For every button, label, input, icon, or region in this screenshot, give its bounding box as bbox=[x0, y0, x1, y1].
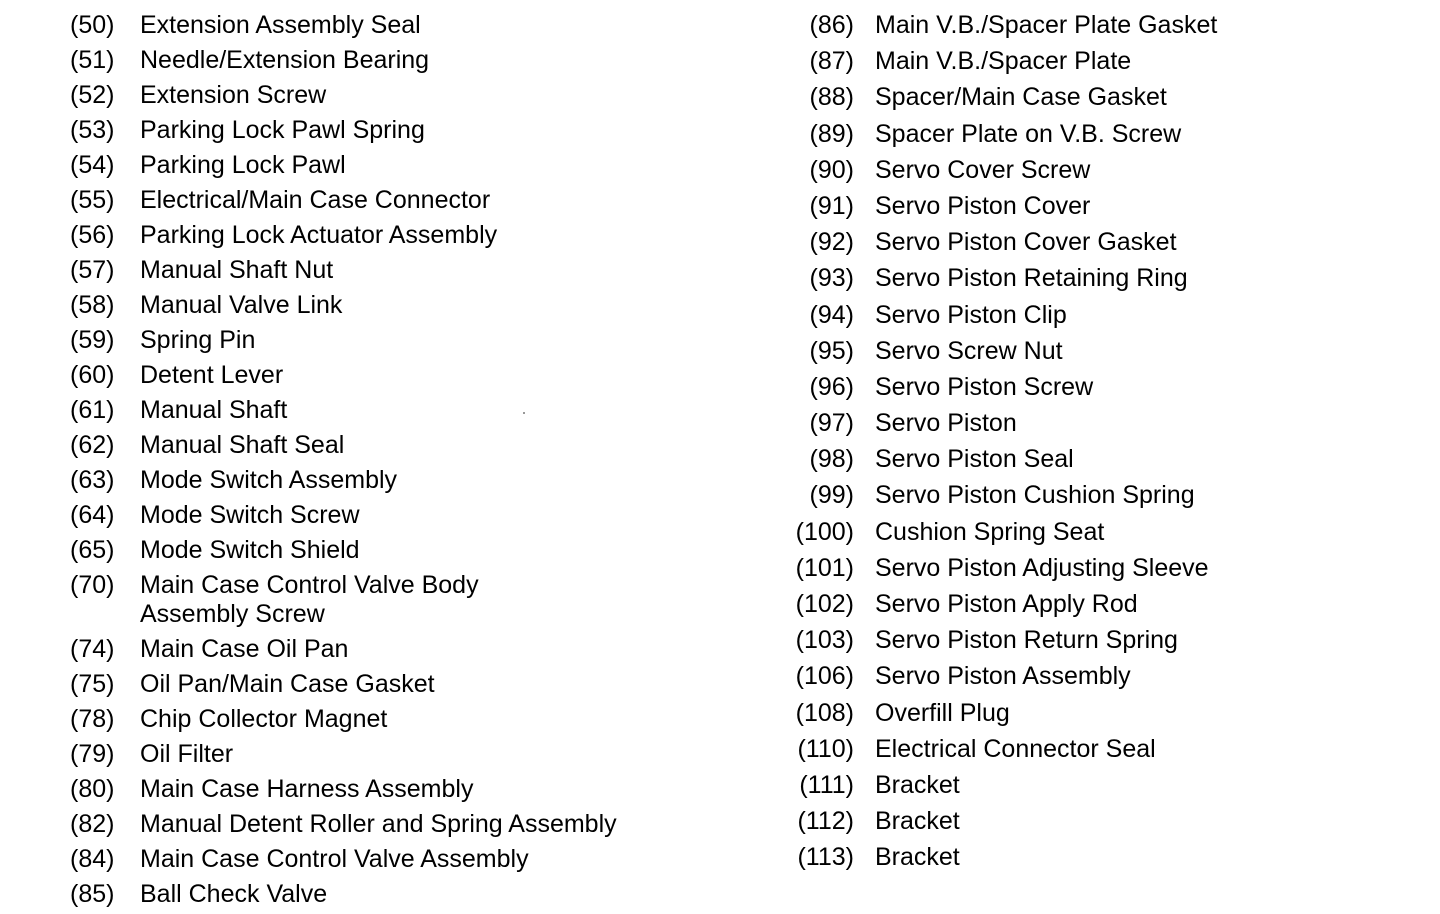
part-list-item bbox=[0, 525, 740, 564]
part-name-line: Extension Screw bbox=[140, 81, 327, 109]
part-number: (92) bbox=[809, 228, 854, 257]
part-list-item bbox=[0, 140, 740, 179]
part-list-item bbox=[0, 35, 740, 74]
part-name-line: Oil Pan/Main Case Gasket bbox=[140, 670, 435, 698]
part-list-item bbox=[740, 326, 1440, 365]
part-number: (52) bbox=[70, 81, 115, 109]
part-number: (54) bbox=[70, 151, 115, 179]
part-list-item bbox=[0, 280, 740, 319]
part-list-item bbox=[740, 579, 1440, 618]
part-number: (80) bbox=[70, 775, 115, 803]
part-list-item bbox=[740, 290, 1440, 329]
part-name-line: Main Case Oil Pan bbox=[140, 635, 349, 663]
part-list-item bbox=[0, 560, 740, 628]
part-number: (99) bbox=[809, 481, 854, 510]
part-number: (63) bbox=[70, 466, 115, 494]
part-name-line: Manual Valve Link bbox=[140, 291, 343, 319]
part-name-line: Needle/Extension Bearing bbox=[140, 46, 430, 74]
part-name-line: Manual Detent Roller and Spring Assembly bbox=[140, 810, 617, 838]
part-list-item bbox=[740, 724, 1440, 763]
part-list-item bbox=[740, 470, 1440, 510]
part-name-line: Servo Piston Cover bbox=[875, 191, 1091, 220]
part-number: (113) bbox=[797, 843, 854, 872]
part-name-line: Servo Piston Apply Rod bbox=[875, 590, 1138, 618]
part-number: (88) bbox=[809, 83, 854, 112]
part-name bbox=[875, 843, 960, 872]
part-number: (55) bbox=[70, 186, 115, 214]
part-number: (64) bbox=[70, 501, 115, 529]
part-list-item bbox=[0, 490, 740, 529]
part-number: (70) bbox=[70, 571, 115, 599]
part-name-line: Servo Screw Nut bbox=[875, 336, 1063, 365]
part-list-item bbox=[740, 36, 1440, 76]
part-number: (97) bbox=[809, 409, 854, 438]
part-name-line: Main Case Control Valve Assembly bbox=[140, 845, 529, 873]
part-list-item bbox=[0, 729, 740, 768]
part-list-item bbox=[0, 834, 740, 873]
part-name-line: Servo Cover Screw bbox=[875, 155, 1091, 184]
part-list-item bbox=[0, 694, 740, 733]
part-number: (90) bbox=[809, 155, 854, 184]
part-number: (74) bbox=[70, 635, 115, 663]
part-name-line: Bracket bbox=[875, 807, 960, 836]
part-list-item bbox=[740, 145, 1440, 184]
part-number: (110) bbox=[797, 734, 854, 763]
scan-speck bbox=[523, 412, 525, 414]
parts-list-right-column bbox=[740, 0, 1440, 872]
part-number: (56) bbox=[70, 221, 115, 249]
part-number: (95) bbox=[809, 336, 854, 365]
part-number: (57) bbox=[70, 256, 115, 284]
part-number: (94) bbox=[809, 300, 854, 329]
part-list-item bbox=[740, 651, 1440, 691]
part-number: (106) bbox=[795, 662, 854, 691]
part-name-line: Servo Piston Clip bbox=[875, 300, 1067, 329]
part-number: (101) bbox=[795, 553, 854, 582]
part-number: (78) bbox=[70, 705, 115, 733]
part-name-line: Bracket bbox=[875, 770, 960, 799]
part-name-line: Parking Lock Actuator Assembly bbox=[140, 221, 498, 249]
part-list-item bbox=[0, 350, 740, 389]
part-list-item bbox=[740, 362, 1440, 401]
part-list-item bbox=[0, 315, 740, 354]
part-list-item bbox=[740, 72, 1440, 112]
part-name-line: Bracket bbox=[875, 843, 960, 872]
part-list-item bbox=[0, 210, 740, 249]
part-list-item bbox=[740, 543, 1440, 582]
part-list-item bbox=[740, 507, 1440, 546]
part-number: (50) bbox=[70, 11, 115, 39]
part-name-line: Extension Assembly Seal bbox=[140, 11, 421, 39]
part-list-item bbox=[0, 659, 740, 698]
part-name-line: Overfill Plug bbox=[875, 698, 1010, 727]
part-number: (61) bbox=[70, 396, 115, 424]
part-name-line: Manual Shaft Nut bbox=[140, 256, 334, 284]
part-number: (112) bbox=[797, 807, 854, 836]
part-name-line: Servo Piston Seal bbox=[875, 445, 1074, 474]
part-list-item bbox=[740, 109, 1440, 148]
part-list-item bbox=[0, 799, 740, 838]
part-number: (58) bbox=[70, 291, 115, 319]
part-number: (75) bbox=[70, 670, 115, 698]
part-list-item bbox=[740, 217, 1440, 257]
part-name-line: Spacer Plate on V.B. Screw bbox=[875, 119, 1182, 148]
part-name bbox=[140, 880, 327, 909]
part-name-line: Main V.B./Spacer Plate Gasket bbox=[875, 11, 1218, 39]
part-number: (79) bbox=[70, 740, 115, 768]
part-list-item bbox=[740, 434, 1440, 474]
part-name-line: Mode Switch Screw bbox=[140, 501, 360, 529]
part-number: (51) bbox=[70, 46, 115, 74]
part-number: (53) bbox=[70, 116, 115, 144]
part-number: (89) bbox=[809, 119, 854, 148]
part-name-line: Servo Piston Adjusting Sleeve bbox=[875, 553, 1209, 582]
part-name-line: Assembly Screw bbox=[140, 600, 325, 628]
part-list-item bbox=[0, 245, 740, 284]
part-list-item bbox=[740, 760, 1440, 799]
part-list-item bbox=[740, 796, 1440, 836]
part-number: (86) bbox=[809, 11, 854, 39]
part-number: (91) bbox=[809, 191, 854, 220]
part-list-item bbox=[740, 688, 1440, 727]
part-number: (82) bbox=[70, 810, 115, 838]
part-number: (111) bbox=[799, 770, 854, 799]
part-name-line: Mode Switch Shield bbox=[140, 536, 360, 564]
part-name-line: Cushion Spring Seat bbox=[875, 517, 1105, 546]
part-name-line: Parking Lock Pawl Spring bbox=[140, 116, 425, 144]
part-name-line: Ball Check Valve bbox=[140, 880, 328, 908]
part-list-item bbox=[0, 385, 740, 424]
part-number: (60) bbox=[70, 361, 115, 389]
part-list-item bbox=[740, 181, 1440, 220]
part-list-item bbox=[0, 455, 740, 494]
part-name-line: Electrical/Main Case Connector bbox=[140, 186, 491, 214]
part-name-line: Manual Shaft Seal bbox=[140, 431, 345, 459]
part-list-item bbox=[0, 0, 740, 39]
part-name-line: Servo Piston bbox=[875, 409, 1017, 438]
part-number: (62) bbox=[70, 431, 115, 459]
part-name-line: Main Case Harness Assembly bbox=[140, 775, 474, 803]
part-name-line: Manual Shaft bbox=[140, 396, 288, 424]
part-name-line: Servo Piston Retaining Ring bbox=[875, 264, 1188, 293]
part-number: (96) bbox=[809, 372, 854, 401]
part-list-item bbox=[0, 70, 740, 109]
part-name-line: Oil Filter bbox=[140, 740, 234, 768]
part-list-item bbox=[740, 398, 1440, 438]
part-list-item bbox=[0, 105, 740, 144]
part-list-item bbox=[740, 0, 1440, 39]
part-name bbox=[140, 571, 479, 629]
part-list-item bbox=[740, 253, 1440, 293]
part-list-item bbox=[0, 764, 740, 803]
part-name-line: Servo Piston Cushion Spring bbox=[875, 481, 1195, 510]
part-list-item bbox=[0, 420, 740, 459]
part-number: (108) bbox=[795, 698, 854, 727]
part-name-line: Servo Piston Assembly bbox=[875, 662, 1131, 691]
part-number: (65) bbox=[70, 536, 115, 564]
part-number: (93) bbox=[809, 264, 854, 293]
part-name-line: Main Case Control Valve Body bbox=[140, 571, 479, 599]
part-number: (87) bbox=[809, 47, 854, 76]
part-name-line: Spacer/Main Case Gasket bbox=[875, 83, 1167, 112]
part-name-line: Servo Piston Cover Gasket bbox=[875, 228, 1177, 257]
part-number: (98) bbox=[809, 445, 854, 474]
part-name-line: Chip Collector Magnet bbox=[140, 705, 388, 733]
part-number: (103) bbox=[795, 626, 854, 655]
part-name-line: Servo Piston Return Spring bbox=[875, 626, 1178, 655]
part-name-line: Detent Lever bbox=[140, 361, 284, 389]
part-number: (102) bbox=[795, 590, 854, 618]
part-name-line: Electrical Connector Seal bbox=[875, 734, 1156, 763]
part-name-line: Parking Lock Pawl bbox=[140, 151, 346, 179]
part-list-item bbox=[0, 624, 740, 663]
part-name-line: Spring Pin bbox=[140, 326, 256, 354]
part-list-item bbox=[0, 175, 740, 214]
part-number: (100) bbox=[795, 517, 854, 546]
part-list-item bbox=[740, 615, 1440, 655]
part-name-line: Mode Switch Assembly bbox=[140, 466, 398, 494]
part-number: (85) bbox=[70, 880, 115, 908]
part-list-item bbox=[740, 832, 1440, 872]
part-list-item bbox=[0, 869, 740, 908]
part-name-line: Servo Piston Screw bbox=[875, 372, 1094, 401]
part-name-line: Main V.B./Spacer Plate bbox=[875, 47, 1132, 76]
part-number: (59) bbox=[70, 326, 115, 354]
part-number: (84) bbox=[70, 845, 115, 873]
